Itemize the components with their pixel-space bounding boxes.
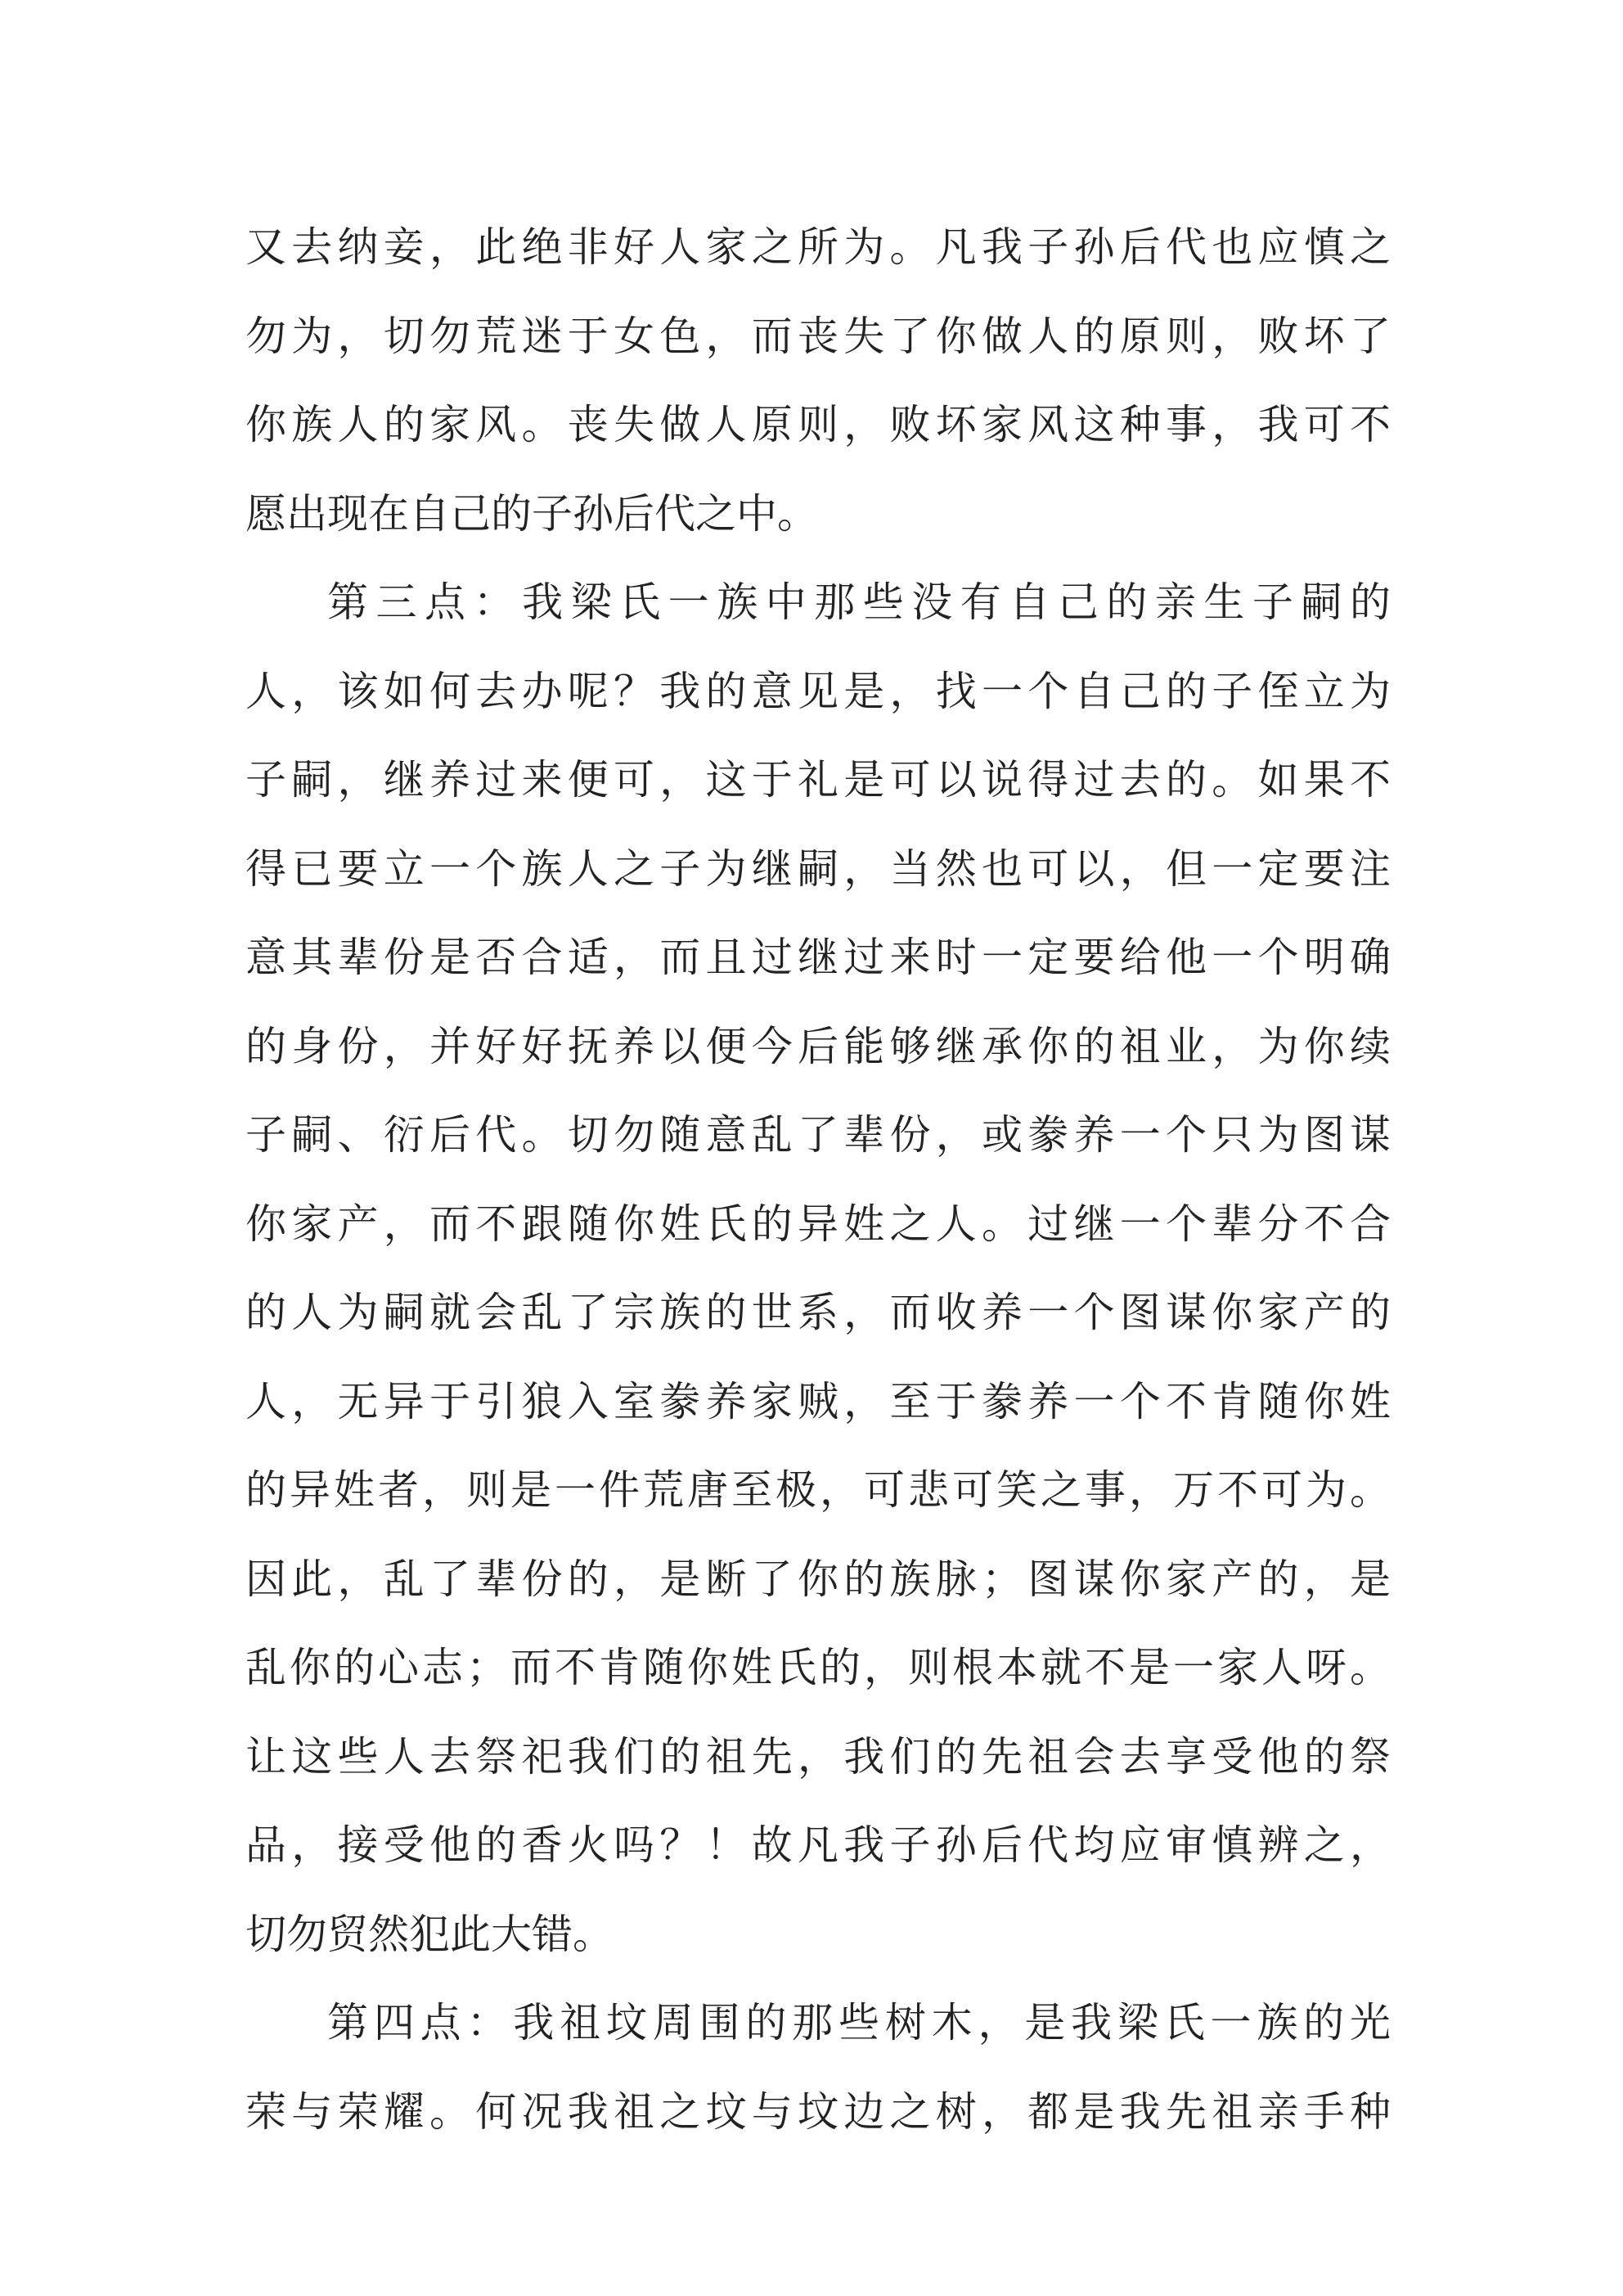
text-line: 勿为，切勿荒迷于女色，而丧失了你做人的原则，败坏了 (245, 312, 1391, 360)
text-line: 得已要立一个族人之子为继嗣，当然也可以，但一定要注 (245, 844, 1391, 893)
text-line: 你家产，而不跟随你姓氏的异姓之人。过继一个辈分不合 (245, 1200, 1391, 1248)
text-line: 意其辈份是否合适，而且过继过来时一定要给他一个明确 (245, 934, 1391, 981)
text-line: 你族人的家风。丧失做人原则，败坏家风这种事，我可不 (245, 401, 1391, 448)
text-line: 的异姓者，则是一件荒唐至极，可悲可笑之事，万不可为。 (245, 1466, 1391, 1514)
text-line: 子嗣，继养过来便可，这于礼是可以说得过去的。如果不 (245, 756, 1391, 804)
text-line: 让这些人去祭祀我们的祖先，我们的先祖会去享受他的祭 (245, 1732, 1391, 1781)
text-line: 荣与荣耀。何况我祖之坟与坟边之树，都是我先祖亲手种 (245, 2087, 1391, 2136)
text-line: 品，接受他的香火吗？！故凡我子孙后代均应审慎辨之， (245, 1821, 1391, 1869)
text-line: 子嗣、衍后代。切勿随意乱了辈份，或豢养一个只为图谋 (245, 1111, 1391, 1159)
text-line: 乱你的心志；而不肯随你姓氏的，则根本就不是一家人呀。 (245, 1644, 1391, 1691)
text-line: 的身份，并好好抚养以便今后能够继承你的祖业，为你续 (245, 1022, 1391, 1070)
text-line: 人，该如何去办呢？我的意见是，找一个自己的子侄立为 (245, 667, 1391, 715)
paragraph-start-line: 第三点：我梁氏一族中那些没有自己的亲生子嗣的 (327, 579, 1391, 626)
paragraph-start-line: 第四点：我祖坟周围的那些树木，是我梁氏一族的光 (327, 1999, 1391, 2046)
text-line: 的人为嗣就会乱了宗族的世系，而收养一个图谋你家产的 (245, 1289, 1391, 1336)
text-line: 又去纳妾，此绝非好人家之所为。凡我子孙后代也应慎之 (245, 223, 1391, 271)
text-line: 切勿贸然犯此大错。 (245, 1910, 614, 1958)
body-text (245, 203, 1391, 2156)
text-line: 人，无异于引狼入室豢养家贼，至于豢养一个不肯随你姓 (245, 1377, 1391, 1425)
text-line: 因此，乱了辈份的，是断了你的族脉；图谋你家产的，是 (245, 1555, 1391, 1603)
text-line: 愿出现在自己的子孙后代之中。 (245, 489, 818, 538)
